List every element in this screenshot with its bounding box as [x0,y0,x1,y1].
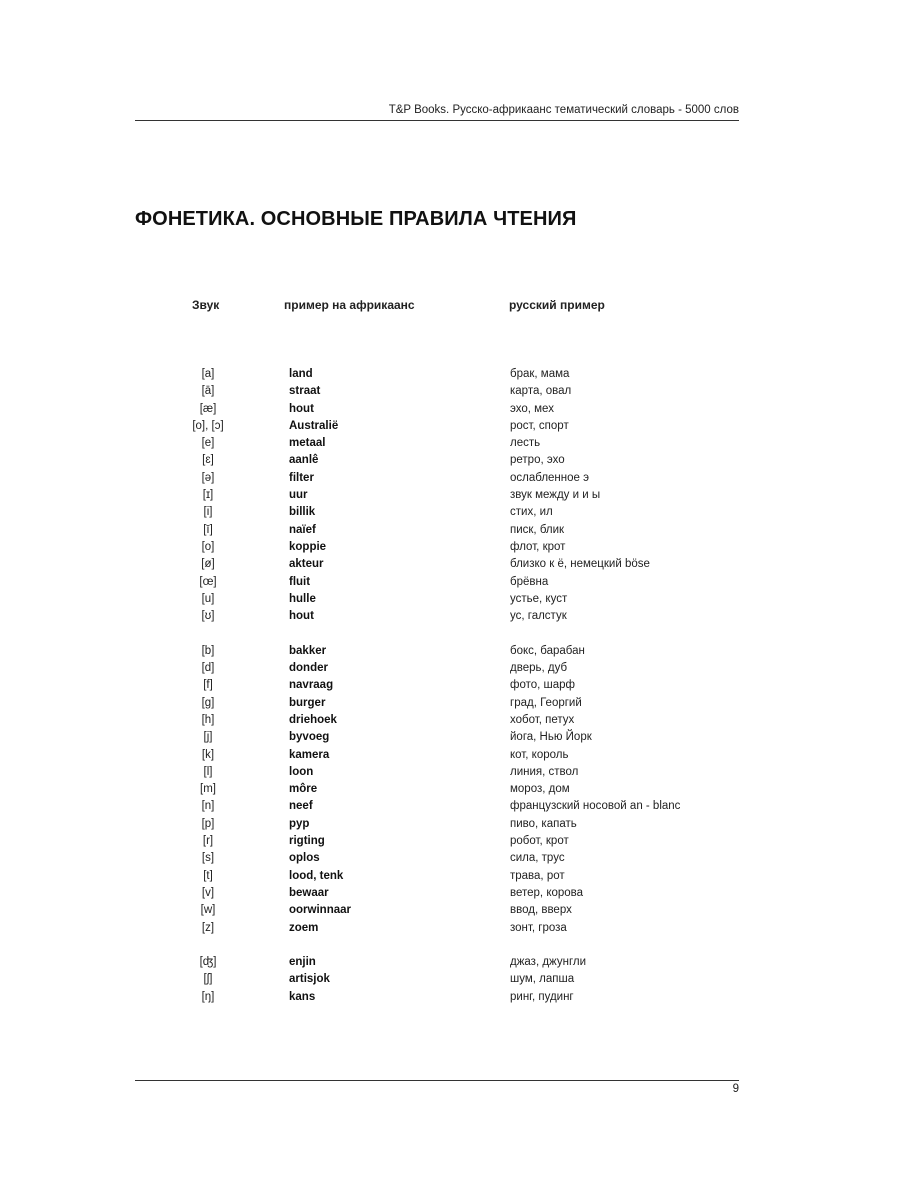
page-number: 9 [732,1083,739,1095]
afrikaans-example-cell: artisjok [289,973,330,986]
sound-cell: [ʤ] [199,956,217,969]
sound-cell: [ə] [201,471,215,484]
russian-example-cell: сила, трус [510,852,565,865]
table-row [0,591,900,608]
afrikaans-example-cell: land [289,368,313,380]
table-row [0,504,900,521]
table-row [0,695,900,712]
russian-example-cell: ус, галстук [510,610,567,623]
sound-cell: [ɛ] [202,454,214,467]
russian-example-cell: ретро, эхо [510,454,565,467]
afrikaans-example-cell: enjin [289,956,316,969]
russian-example-cell: пиво, капать [510,817,577,830]
russian-example-cell: йога, Нью Йорк [510,731,592,744]
sound-cell: [o] [201,540,215,553]
russian-example-cell: фото, шарф [510,679,576,692]
afrikaans-example-cell: môre [289,783,318,796]
sound-cell: [w] [200,904,216,917]
table-row [0,383,900,400]
russian-example-cell: близко к ё, немецкий böse [510,558,650,571]
afrikaans-example-cell: oplos [289,852,320,865]
russian-example-cell: лесть [510,437,541,450]
sound-cell: [r] [202,835,214,848]
russian-example-cell: брак, мама [510,368,570,380]
afrikaans-example-cell: koppie [289,540,327,553]
russian-example-cell: брёвна [510,575,549,588]
sound-cell: [t] [203,869,213,882]
table-row [0,435,900,452]
afrikaans-example-cell: lood, tenk [289,869,344,882]
sound-cell: [m] [200,783,216,796]
afrikaans-example-cell: akteur [289,558,324,571]
sound-cell: [j] [203,731,213,744]
afrikaans-example-cell: bakker [289,644,327,657]
table-row [0,833,900,850]
russian-example-cell: шум, лапша [510,973,575,986]
sound-cell: [e] [201,437,215,450]
sound-cell: [u] [201,592,215,605]
table-row [0,556,900,573]
table-row [0,452,900,469]
column-header-sound: Звук [192,298,220,312]
sound-cell: [o], [ɔ] [192,419,224,432]
sound-cell: [s] [201,852,215,865]
sound-cell: [p] [201,817,215,830]
sound-cell: [ø] [201,558,215,571]
table-row [0,885,900,902]
afrikaans-example-cell: donder [289,662,328,675]
afrikaans-example-cell: kans [289,990,316,1003]
phonetics-table [0,366,900,1006]
table-row [0,574,900,591]
afrikaans-example-cell: rigting [289,835,325,848]
table-row [0,954,900,971]
sound-cell: [h] [201,713,215,726]
afrikaans-example-cell: neef [289,800,313,813]
afrikaans-example-cell: hulle [289,592,316,605]
table-row [0,816,900,833]
russian-example-cell: эхо, мех [510,402,554,415]
russian-example-cell: карта, овал [510,385,572,398]
sound-cell: [æ] [199,402,217,415]
afrikaans-example-cell: kamera [289,748,330,761]
table-row [0,401,900,418]
afrikaans-example-cell: fluit [289,575,311,588]
russian-example-cell: бокс, барабан [510,644,585,657]
table-row [0,729,900,746]
russian-example-cell: мороз, дом [510,783,570,796]
russian-example-cell: ослабленное э [510,471,589,484]
russian-example-cell: флот, крот [510,540,566,553]
russian-example-cell: трава, рот [510,869,565,882]
sound-cell: [ī] [203,523,213,536]
table-row [0,539,900,556]
afrikaans-example-cell: loon [289,765,314,778]
table-group [0,366,900,625]
table-row [0,868,900,885]
russian-example-cell: ветер, корова [510,886,584,899]
table-row [0,660,900,677]
russian-example-cell: писк, блик [510,523,565,536]
table-row [0,971,900,988]
afrikaans-example-cell: byvoeg [289,731,330,744]
afrikaans-example-cell: straat [289,385,321,398]
afrikaans-example-cell: uur [289,489,308,502]
sound-cell: [l] [203,765,213,778]
table-row [0,747,900,764]
russian-example-cell: линия, ствол [510,765,579,778]
afrikaans-example-cell: hout [289,402,314,415]
russian-example-cell: рост, спорт [510,419,569,432]
sound-cell: [k] [201,748,215,761]
table-row [0,712,900,729]
table-row [0,418,900,435]
table-row [0,608,900,625]
running-header: T&P Books. Русско-африкаанс тематический словарь - 5000 слов [388,104,739,116]
sound-cell: [f] [203,679,213,692]
sound-cell: [ʊ] [201,610,215,623]
sound-cell: [ā] [201,385,215,398]
russian-example-cell: робот, крот [510,835,569,848]
sound-cell: [ɪ] [202,489,214,502]
afrikaans-example-cell: driehoek [289,713,337,726]
table-row [0,487,900,504]
sound-cell: [a] [201,368,215,380]
russian-example-cell: стих, ил [510,506,553,519]
table-row [0,764,900,781]
russian-example-cell: кот, король [510,748,569,761]
afrikaans-example-cell: navraag [289,679,334,692]
table-group [0,954,900,1006]
russian-example-cell: французский носовой an - blanc [510,800,681,813]
sound-cell: [g] [201,696,215,709]
table-row [0,366,900,383]
table-row [0,850,900,867]
russian-example-cell: джаз, джунгли [510,956,587,969]
russian-example-cell: устье, куст [510,592,568,605]
table-row [0,902,900,919]
afrikaans-example-cell: filter [289,471,314,484]
table-row [0,781,900,798]
table-group [0,643,900,937]
table-row [0,677,900,694]
sound-cell: [œ] [199,575,217,588]
afrikaans-example-cell: zoem [289,921,319,934]
footer-divider [135,1080,739,1081]
sound-cell: [n] [201,800,215,813]
afrikaans-example-cell: Australië [289,419,339,432]
page-title: ФОНЕТИКА. ОСНОВНЫЕ ПРАВИЛА ЧТЕНИЯ [135,208,577,230]
sound-cell: [i] [203,506,213,519]
column-header-afrikaans: пример на африкаанс [284,298,415,312]
sound-cell: [z] [201,921,215,934]
afrikaans-example-cell: metaal [289,437,326,450]
afrikaans-example-cell: hout [289,610,314,623]
sound-cell: [ŋ] [201,990,215,1003]
afrikaans-example-cell: naïef [289,523,316,536]
column-header-russian: русский пример [509,298,605,312]
table-row [0,798,900,815]
sound-cell: [ʃ] [203,973,213,986]
russian-example-cell: зонт, гроза [510,921,567,934]
header-divider [135,120,739,121]
sound-cell: [d] [201,662,215,675]
russian-example-cell: дверь, дуб [510,662,568,675]
afrikaans-example-cell: aanlê [289,454,319,467]
sound-cell: [v] [201,886,215,899]
russian-example-cell: хобот, петух [510,713,575,726]
table-row [0,989,900,1006]
afrikaans-example-cell: billik [289,506,316,519]
table-row [0,470,900,487]
afrikaans-example-cell: oorwinnaar [289,904,351,917]
table-row [0,643,900,660]
table-row [0,522,900,539]
russian-example-cell: ринг, пудинг [510,990,574,1003]
russian-example-cell: ввод, вверх [510,904,572,917]
table-row [0,920,900,937]
russian-example-cell: звук между и и ы [510,489,601,502]
afrikaans-example-cell: burger [289,696,326,709]
afrikaans-example-cell: bewaar [289,886,329,899]
russian-example-cell: град, Георгий [510,696,582,709]
afrikaans-example-cell: pyp [289,817,310,830]
sound-cell: [b] [201,644,215,657]
